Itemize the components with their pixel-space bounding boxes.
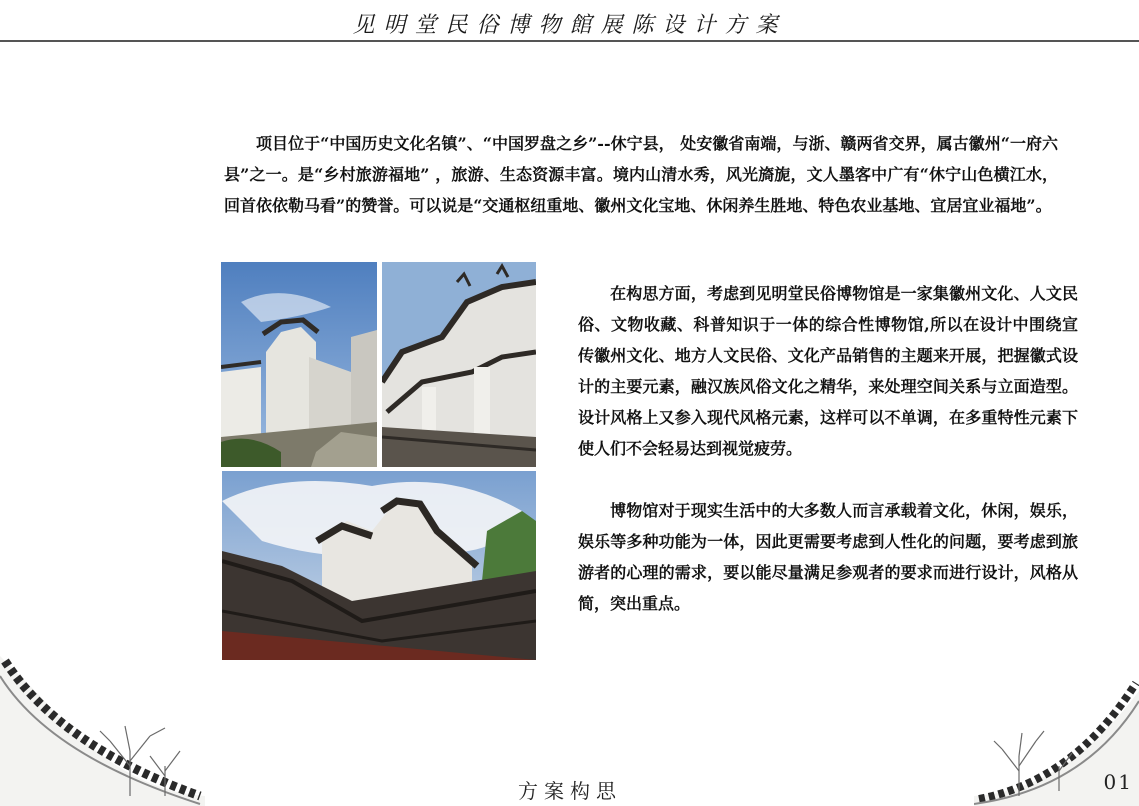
photo-horse-head-walls-image <box>222 471 536 660</box>
photo-stepped-gables-image <box>382 262 536 467</box>
photo-village-alley-image <box>221 262 377 467</box>
photo-village-alley <box>221 262 377 467</box>
decorative-eaves-left <box>0 656 205 806</box>
photo-stepped-gables <box>382 262 536 467</box>
museum-text: 博物馆对于现实生活中的大多数人而言承载着文化，休闲，娱乐，娱乐等多种功能为一体，因此更需要考虑到人性化的问题，要考虑到旅游者的心理的需求，要以能尽量满足参观者的要求而进行设计，风格从简，突出重点。 <box>578 501 1078 613</box>
page-number: 01 <box>1103 770 1133 794</box>
concept-paragraph <box>578 278 1078 464</box>
page-title: 见明堂民俗博物館展陈设计方案 <box>352 13 787 38</box>
intro-text: 项目位于“中国历史文化名镇”、“中国罗盘之乡”--休宁县， 处安徽省南端，与浙、赣两省交界，属古徽州“一府六县”之一。是“乡村旅游福地” ，旅游、生态资源丰富。境内山清水秀，风光旖旎，文人墨客中广有“休宁山色横江水，回首依依勒马看”的赞誉。可以说是“交通枢纽重地、徽州文化宝地、休闲养生胜地、特色农业基地、宜居宜业福地”。 <box>224 134 1058 215</box>
photo-horse-head-walls <box>222 471 536 660</box>
museum-paragraph <box>578 495 1078 619</box>
intro-paragraph <box>224 128 1058 221</box>
header-divider <box>0 40 1139 42</box>
concept-text: 在构思方面，考虑到见明堂民俗博物馆是一家集徽州文化、人文民俗、文物收藏、科普知识于一体的综合性博物馆,所以在设计中围绕宣传徽州文化、地方人文民俗、文化产品销售的主题来开展，把握徽式设计的主要元素，融汉族风俗文化之精华，来处理空间关系与立面造型。设计风格上又参入现代风格元素，这样可以不单调，在多重特性元素下使人们不会轻易达到视觉疲劳。 <box>578 284 1078 458</box>
section-title: 方案构思 <box>518 779 622 803</box>
eaves-tree-illustration-left <box>0 656 205 806</box>
